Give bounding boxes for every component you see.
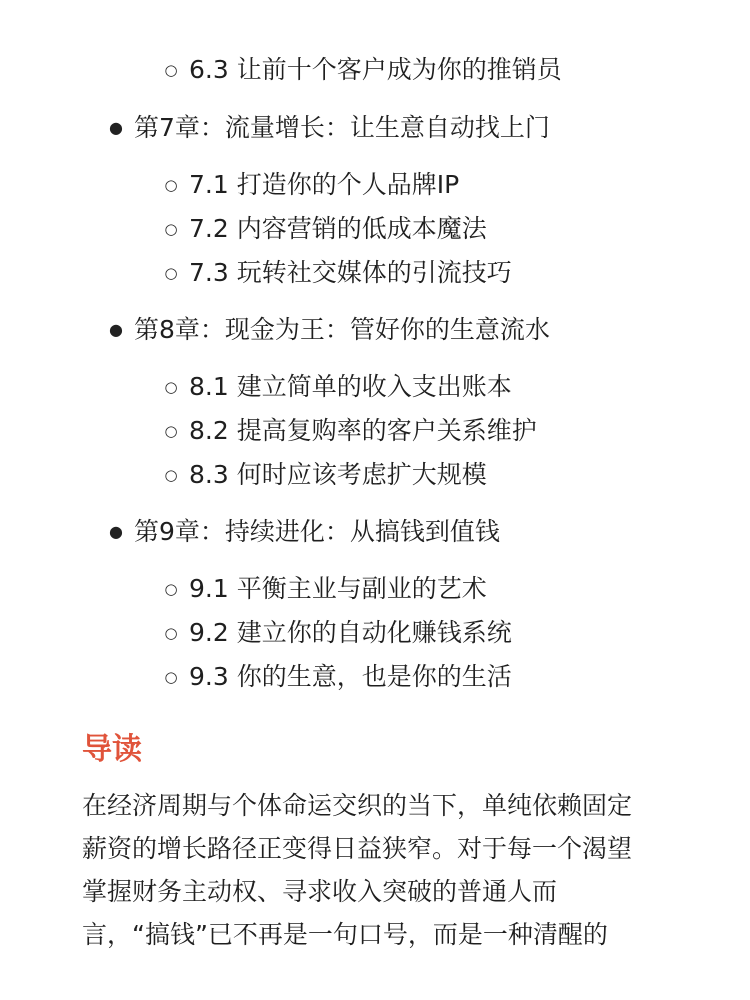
- toc-subsection-label: 8.2 提高复购率的客户关系维护: [189, 416, 537, 445]
- toc-subsection-label: 9.3 你的生意，也是你的生活: [189, 662, 512, 691]
- hollow-circle-bullet-icon: ○: [164, 580, 178, 598]
- toc-subsection-label: 7.1 打造你的个人品牌IP: [189, 170, 460, 199]
- hollow-circle-bullet-icon: ○: [164, 176, 178, 194]
- toc-chapter-title: 第7章：流量增长：让生意自动找上门: [134, 113, 550, 142]
- hollow-circle-bullet-icon: ○: [164, 624, 178, 642]
- hollow-circle-bullet-icon: ○: [164, 220, 178, 238]
- toc-chapter-title: 第9章：持续进化：从搞钱到值钱: [134, 517, 500, 546]
- hollow-circle-bullet-icon: ○: [164, 61, 178, 79]
- intro-paragraph-line: 言，“搞钱”已不再是一句口号，而是一种清醒的: [82, 920, 608, 949]
- filled-dot-bullet-icon: ●: [109, 118, 123, 137]
- toc-subsection-label: 8.3 何时应该考虑扩大规模: [189, 460, 487, 489]
- hollow-circle-bullet-icon: ○: [164, 422, 178, 440]
- intro-paragraph-line: 在经济周期与个体命运交织的当下，单纯依赖固定: [82, 791, 633, 820]
- filled-dot-bullet-icon: ●: [109, 320, 123, 339]
- toc-subsection-label: 9.1 平衡主业与副业的艺术: [189, 574, 487, 603]
- intro-paragraph-line: 掌握财务主动权、寻求收入突破的普通人而: [82, 877, 558, 906]
- toc-subsection-label: 6.3 让前十个客户成为你的推销员: [189, 55, 562, 84]
- intro-paragraph-line: 薪资的增长路径正变得日益狭窄。对于每一个渴望: [82, 834, 633, 863]
- intro-heading: 导读: [82, 732, 142, 767]
- toc-chapter-title: 第8章：现金为王：管好你的生意流水: [134, 315, 550, 344]
- toc-subsection-label: 7.2 内容营销的低成本魔法: [189, 214, 487, 243]
- hollow-circle-bullet-icon: ○: [164, 668, 178, 686]
- hollow-circle-bullet-icon: ○: [164, 466, 178, 484]
- toc-subsection-label: 9.2 建立你的自动化赚钱系统: [189, 618, 512, 647]
- toc-subsection-label: 7.3 玩转社交媒体的引流技巧: [189, 258, 512, 287]
- hollow-circle-bullet-icon: ○: [164, 378, 178, 396]
- toc-subsection-label: 8.1 建立简单的收入支出账本: [189, 372, 512, 401]
- hollow-circle-bullet-icon: ○: [164, 264, 178, 282]
- filled-dot-bullet-icon: ●: [109, 522, 123, 541]
